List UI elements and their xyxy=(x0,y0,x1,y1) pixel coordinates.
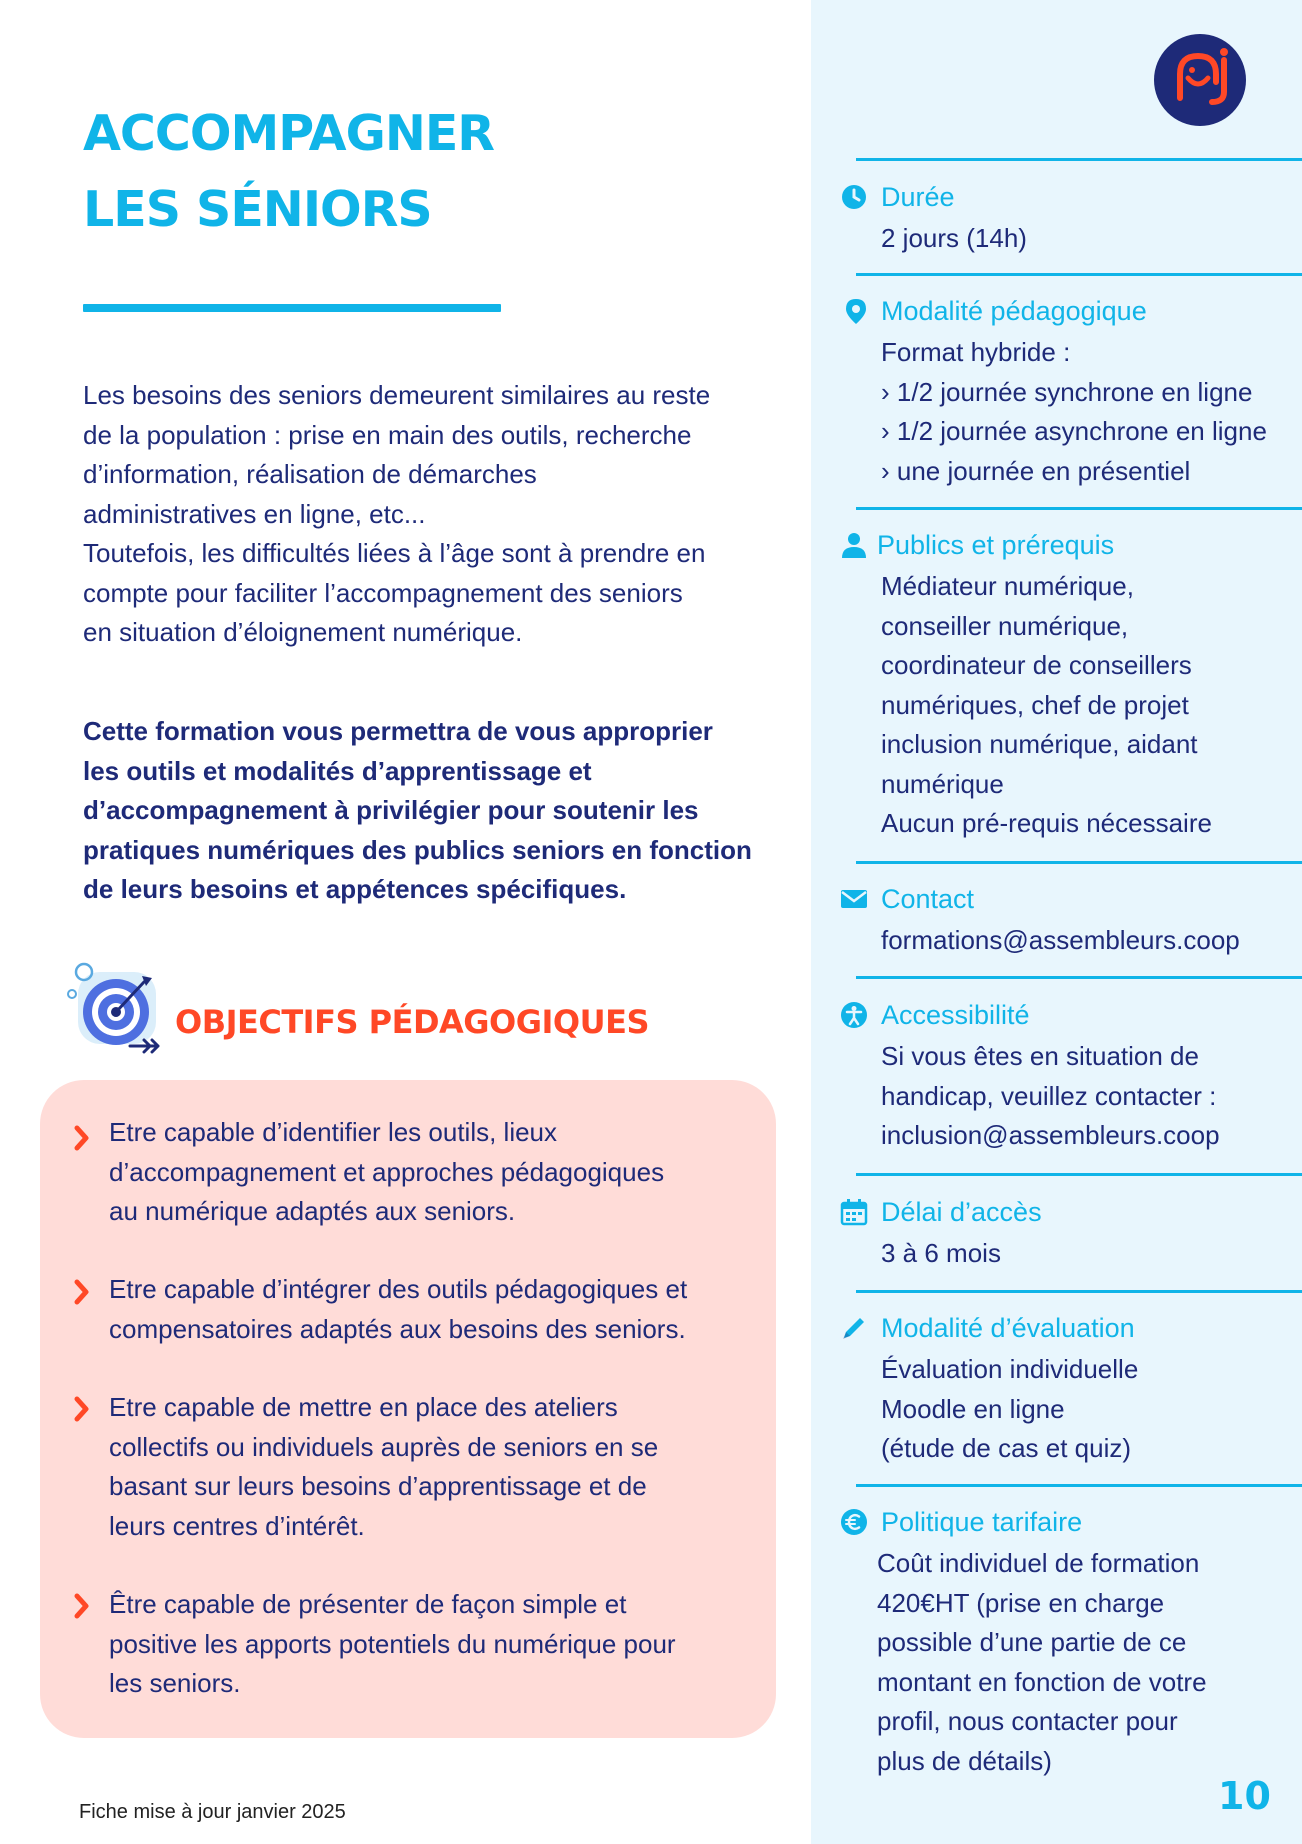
objective-line: leurs centres d’intérêt. xyxy=(109,1510,365,1541)
chevron-right-icon xyxy=(72,1592,92,1620)
location-pin-icon xyxy=(842,297,870,325)
objective-item xyxy=(109,1388,759,1546)
user-icon xyxy=(840,531,868,559)
info-line: numériques, chef de projet xyxy=(881,689,1189,720)
info-label-modalite: Modalité pédagogique xyxy=(881,296,1147,326)
info-label-accessibilite: Accessibilité xyxy=(881,1000,1030,1030)
info-line: (étude de cas et quiz) xyxy=(881,1433,1132,1463)
objective-item xyxy=(109,1270,759,1349)
objective-line: Etre capable d’intégrer des outils pédagogiques et xyxy=(109,1274,688,1304)
chevron-right-icon xyxy=(72,1395,92,1423)
objective-line: d’accompagnement et approches pédagogiques xyxy=(109,1156,665,1187)
objective-item xyxy=(109,1585,759,1704)
page-title xyxy=(83,96,783,248)
info-line: profil, nous contacter pour xyxy=(877,1706,1178,1736)
info-value-duree xyxy=(881,219,1301,259)
info-line: inclusion numérique, aidant xyxy=(881,729,1198,759)
info-line: conseiller numérique, xyxy=(881,610,1129,641)
intro-line: Toutefois, les difficultés liées à l’âge sont à prendre en xyxy=(83,538,706,568)
highlight-line: Cette formation vous permettra de vous approprier xyxy=(83,716,713,746)
info-line: inclusion@assembleurs.coop xyxy=(881,1120,1220,1150)
info-line: › 1/2 journée synchrone en ligne xyxy=(881,376,1253,407)
info-line: › 1/2 journée asynchrone en ligne xyxy=(881,416,1267,446)
info-label-contact: Contact xyxy=(881,884,975,914)
separator xyxy=(856,1290,1302,1293)
objective-line: basant sur leurs besoins d’apprentissage et de xyxy=(109,1471,647,1501)
objective-item xyxy=(109,1113,759,1232)
info-line: handicap, veuillez contacter : xyxy=(881,1080,1217,1111)
info-label-evaluation: Modalité d’évaluation xyxy=(881,1313,1135,1343)
info-line: formations@assembleurs.coop xyxy=(881,925,1240,955)
info-value-evaluation xyxy=(881,1350,1301,1469)
info-value-modalite xyxy=(881,333,1301,491)
separator xyxy=(856,1484,1302,1487)
page-number: 10 xyxy=(1218,1774,1271,1818)
intro-line: de la population : prise en main des outils, recherche xyxy=(83,419,692,450)
highlight-line: pratiques numériques des publics seniors en fonction xyxy=(83,834,752,865)
chevron-right-icon xyxy=(72,1124,92,1152)
objective-line: Être capable de présenter de façon simple et xyxy=(109,1589,627,1619)
intro-line: en situation d’éloignement numérique. xyxy=(83,617,523,647)
objective-line: compensatoires adaptés aux besoins des seniors. xyxy=(109,1313,686,1344)
separator xyxy=(856,976,1302,979)
accessibility-icon xyxy=(840,1001,868,1029)
info-line: montant en fonction de votre xyxy=(877,1666,1207,1697)
clock-icon xyxy=(840,183,868,211)
target-icon xyxy=(58,962,166,1054)
info-line: coordinateur de conseillers xyxy=(881,650,1192,680)
separator xyxy=(856,273,1302,276)
objective-line: positive les apports potentiels du numérique pour xyxy=(109,1628,676,1659)
intro-line: Les besoins des seniors demeurent similaires au reste xyxy=(83,380,711,410)
info-label-delai: Délai d’accès xyxy=(881,1197,1042,1227)
objective-line: les seniors. xyxy=(109,1668,241,1698)
info-value-delai xyxy=(881,1234,1301,1274)
info-line: 2 jours (14h) xyxy=(881,223,1027,253)
footer-note: Fiche mise à jour janvier 2025 xyxy=(79,1801,346,1823)
envelope-icon xyxy=(840,885,868,913)
separator xyxy=(856,1173,1302,1176)
title-line: ACCOMPAGNER xyxy=(83,105,495,162)
highlight-line: de leurs besoins et appétences spécifiques. xyxy=(83,874,627,904)
intro-line: compte pour faciliter l’accompagnement des seniors xyxy=(83,577,683,608)
info-line: Moodle en ligne xyxy=(881,1393,1065,1424)
info-line: 420€HT (prise en charge xyxy=(877,1587,1165,1618)
highlight-paragraph xyxy=(83,712,783,910)
info-value-accessibilite xyxy=(881,1037,1301,1156)
separator xyxy=(856,861,1302,864)
info-label-tarif: Politique tarifaire xyxy=(881,1507,1083,1537)
calendar-icon xyxy=(840,1198,868,1226)
objective-line: Etre capable d’identifier les outils, lieux xyxy=(109,1117,558,1147)
highlight-line: les outils et modalités d’apprentissage et xyxy=(83,755,592,786)
objectives-heading: OBJECTIFS PÉDAGOGIQUES xyxy=(175,1003,649,1041)
info-line: possible d’une partie de ce xyxy=(877,1627,1187,1657)
separator xyxy=(856,507,1302,510)
info-line: Si vous êtes en situation de xyxy=(881,1041,1199,1071)
info-value-publics xyxy=(881,567,1301,844)
info-line: Médiateur numérique, xyxy=(881,571,1134,601)
intro-line: d’information, réalisation de démarches xyxy=(83,459,537,489)
info-label-duree: Durée xyxy=(881,182,955,212)
info-label-publics: Publics et prérequis xyxy=(877,530,1115,560)
pencil-icon xyxy=(840,1314,868,1342)
info-line: › une journée en présentiel xyxy=(881,455,1191,486)
info-line: numérique xyxy=(881,768,1004,799)
info-line: Format hybride : xyxy=(881,337,1071,367)
info-value-contact xyxy=(881,921,1301,961)
assembleurs-logo xyxy=(1154,34,1246,126)
objective-line: collectifs ou individuels auprès de seniors en se xyxy=(109,1431,659,1462)
intro-line: administratives en ligne, etc... xyxy=(83,498,426,529)
highlight-line: d’accompagnement à privilégier pour soutenir les xyxy=(83,795,699,825)
info-line: 3 à 6 mois xyxy=(881,1238,1001,1268)
info-line: Évaluation individuelle xyxy=(881,1354,1139,1384)
info-line: plus de détails) xyxy=(877,1745,1052,1776)
separator xyxy=(856,158,1302,161)
title-underline xyxy=(83,304,501,312)
intro-paragraph xyxy=(83,376,783,653)
chevron-right-icon xyxy=(72,1278,92,1306)
euro-icon xyxy=(840,1508,868,1536)
objective-line: Etre capable de mettre en place des ateliers xyxy=(109,1392,618,1422)
title-line: LES SÉNIORS xyxy=(83,181,432,238)
info-line: Coût individuel de formation xyxy=(877,1548,1200,1578)
objective-line: au numérique adaptés aux seniors. xyxy=(109,1196,516,1226)
info-value-tarif xyxy=(877,1544,1297,1781)
info-line: Aucun pré-requis nécessaire xyxy=(881,808,1212,838)
